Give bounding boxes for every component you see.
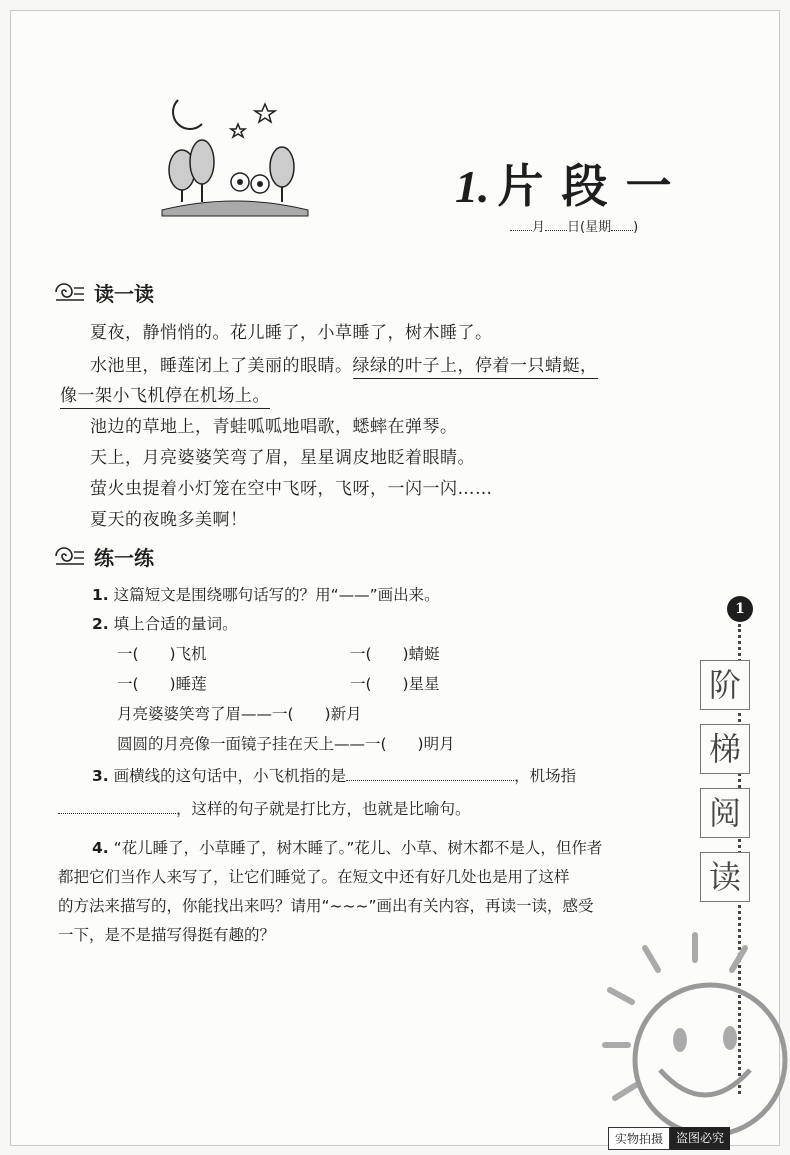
passage-line: 夏夜，静悄悄的。花儿睡了，小草睡了，树木睡了。 xyxy=(90,323,493,343)
date-line: 月 日(星期 ) xyxy=(510,216,638,235)
tree-icon xyxy=(270,147,294,187)
measure-word-blank[interactable]: 一( )睡莲 xyxy=(117,675,207,693)
tree-icon xyxy=(190,140,214,184)
chapter-number: 1. xyxy=(455,161,490,212)
question-1: 1. 这篇短文是围绕哪句话写的？用“——”画出来。 xyxy=(92,586,440,604)
chapter-name: 片段一 xyxy=(497,159,690,213)
underlined-sentence: 像一架小飞机停在机场上。 xyxy=(60,386,270,409)
passage-line xyxy=(60,381,270,406)
measure-word-blank[interactable]: 圆圆的月亮像一面镜子挂在天上——一( )明月 xyxy=(117,735,455,753)
series-char: 读 xyxy=(700,852,750,902)
passage-line: 萤火虫提着小灯笼在空中飞呀，飞呀，一闪一闪…… xyxy=(90,479,493,499)
underlined-sentence: 绿绿的叶子上，停着一只蜻蜓， xyxy=(353,356,598,379)
page-number-badge: 1 xyxy=(727,596,753,622)
answer-blank[interactable] xyxy=(346,766,514,781)
chapter-title xyxy=(455,150,690,216)
star-icon xyxy=(255,104,275,122)
night-scene-illustration xyxy=(160,92,310,222)
swirl-icon xyxy=(52,280,88,304)
measure-word-blank[interactable]: 一( )星星 xyxy=(350,675,440,693)
passage-line: 天上，月亮婆婆笑弯了眉，星星调皮地眨着眼睛。 xyxy=(90,448,475,468)
measure-word-blank[interactable]: 一( )蜻蜓 xyxy=(350,645,440,663)
passage-line: 水池里，睡莲闭上了美丽的眼睛。绿绿的叶子上，停着一只蜻蜓， xyxy=(90,351,598,376)
series-title-vertical xyxy=(700,660,760,916)
practice-section-heading: 练一练 xyxy=(52,542,154,570)
question-2: 2. 填上合适的量词。 xyxy=(92,615,238,633)
read-section-heading: 读一读 xyxy=(52,278,154,306)
series-char: 阶 xyxy=(700,660,750,710)
question-3-continued: ，这样的句子就是打比方，也就是比喻句。 xyxy=(58,797,471,819)
measure-word-blank[interactable]: 一( )飞机 xyxy=(117,645,207,663)
star-icon xyxy=(231,124,245,137)
smiling-sun-icon xyxy=(600,930,790,1150)
passage-line: 池边的草地上，青蛙呱呱地唱歌，蟋蟀在弹琴。 xyxy=(90,417,458,437)
question-3: 3. 画横线的这句话中，小飞机指的是 ，机场指 xyxy=(92,767,577,785)
watermark: 实物拍摄 盗图必究 xyxy=(608,1127,730,1150)
passage-line: 夏天的夜晚多美啊！ xyxy=(90,510,248,530)
series-char: 阅 xyxy=(700,788,750,838)
answer-blank[interactable] xyxy=(58,799,176,814)
measure-word-blank[interactable]: 月亮婆婆笑弯了眉——一( )新月 xyxy=(117,705,362,723)
moon-icon xyxy=(173,100,202,129)
series-char: 梯 xyxy=(700,724,750,774)
swirl-icon xyxy=(52,544,88,568)
